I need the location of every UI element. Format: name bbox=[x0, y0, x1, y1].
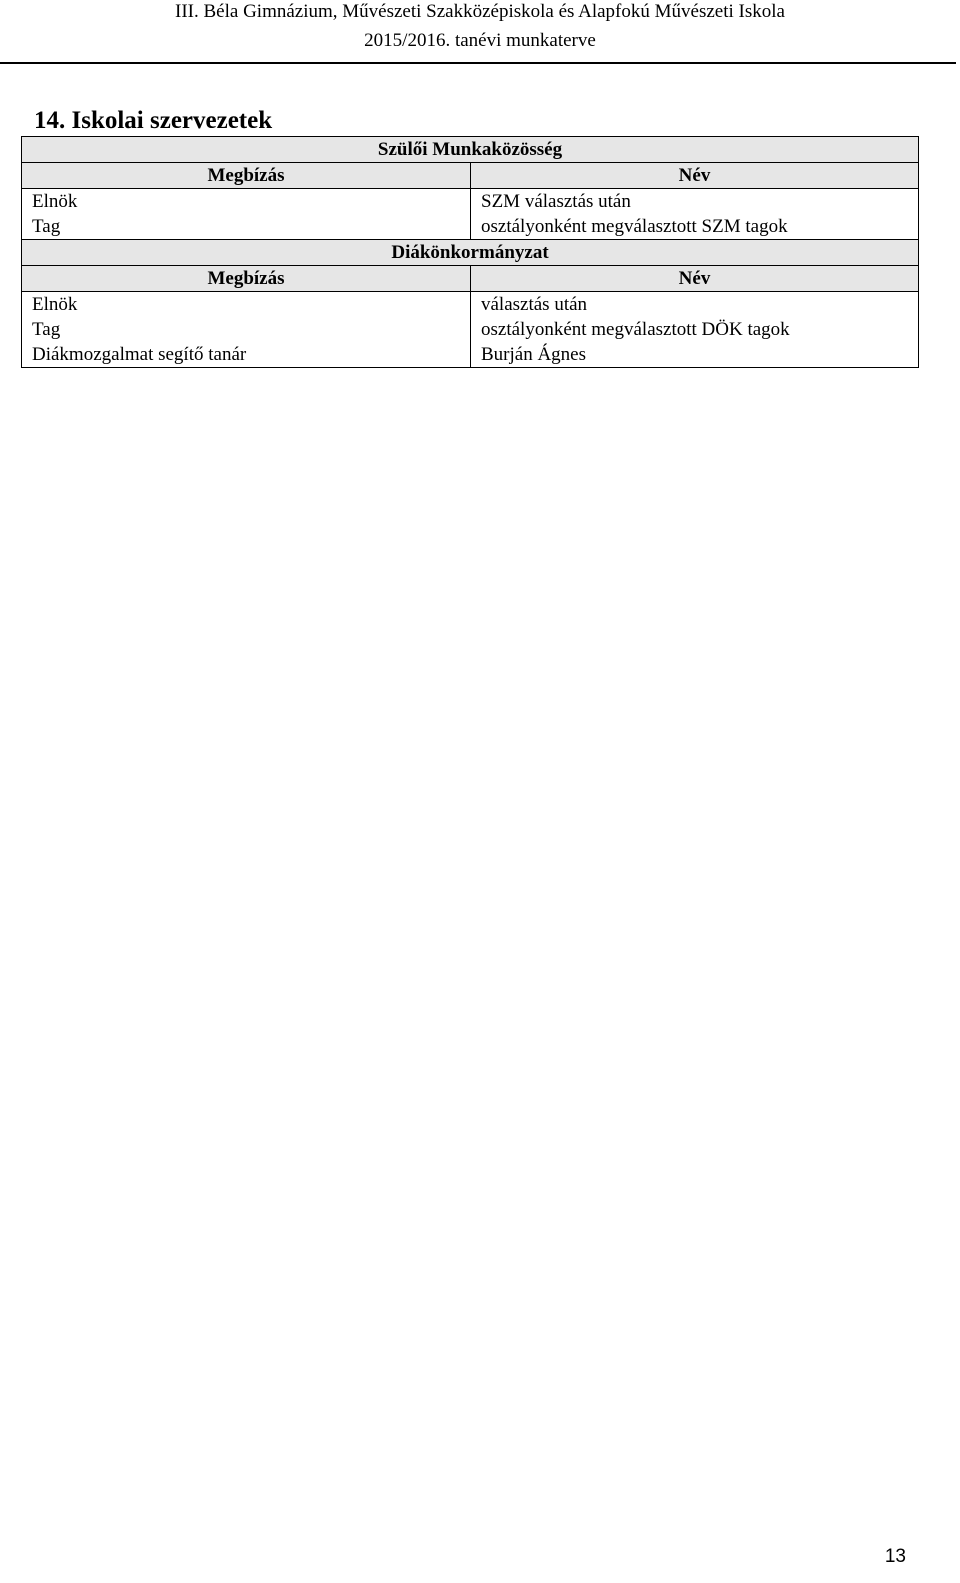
role-cell: Elnök bbox=[22, 189, 471, 215]
dok-col-name: Név bbox=[471, 266, 919, 292]
role-cell: Diákmozgalmat segítő tanár bbox=[22, 342, 471, 368]
name-cell: Burján Ágnes bbox=[471, 342, 919, 368]
header-divider bbox=[0, 62, 956, 64]
name-cell: választás után bbox=[471, 292, 919, 318]
dok-title: Diákönkormányzat bbox=[22, 240, 919, 266]
dok-column-headers bbox=[22, 266, 919, 292]
table-row bbox=[22, 342, 919, 368]
name-cell: osztályonként megválasztott SZM tagok bbox=[471, 214, 919, 240]
name-cell: osztályonként megválasztott DÖK tagok bbox=[471, 317, 919, 342]
role-cell: Tag bbox=[22, 214, 471, 240]
table-row bbox=[22, 317, 919, 342]
page-number: 13 bbox=[884, 1546, 906, 1567]
school-organizations-table bbox=[21, 136, 919, 368]
table-row bbox=[22, 214, 919, 240]
szm-col-role: Megbízás bbox=[22, 163, 471, 189]
plan-year: 2015/2016. tanévi munkaterve bbox=[364, 30, 596, 51]
szm-col-name: Név bbox=[471, 163, 919, 189]
school-name: III. Béla Gimnázium, Művészeti Szakközépiskola és Alapfokú Művészeti Iskola bbox=[175, 1, 785, 22]
table-row bbox=[22, 292, 919, 318]
szm-section-header bbox=[22, 137, 919, 163]
table-row bbox=[22, 189, 919, 215]
dok-section-header bbox=[22, 240, 919, 266]
role-cell: Tag bbox=[22, 317, 471, 342]
dok-col-role: Megbízás bbox=[22, 266, 471, 292]
szm-title: Szülői Munkaközösség bbox=[22, 137, 919, 163]
szm-column-headers bbox=[22, 163, 919, 189]
section-title: 14. Iskolai szervezetek bbox=[34, 107, 273, 134]
role-cell: Elnök bbox=[22, 292, 471, 318]
name-cell: SZM választás után bbox=[471, 189, 919, 215]
